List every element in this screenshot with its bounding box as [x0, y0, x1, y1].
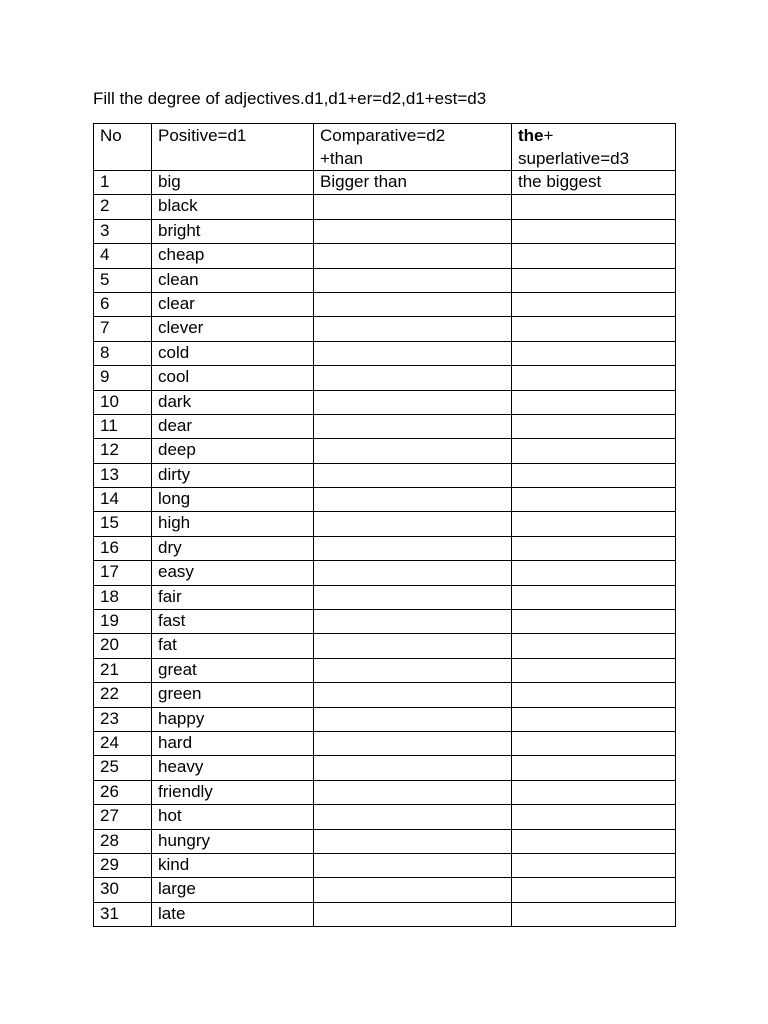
cell-comparative[interactable] — [314, 488, 512, 512]
cell-superlative[interactable] — [512, 219, 676, 243]
cell-comparative[interactable] — [314, 610, 512, 634]
cell-superlative[interactable] — [512, 829, 676, 853]
cell-superlative[interactable] — [512, 585, 676, 609]
cell-comparative[interactable] — [314, 756, 512, 780]
cell-superlative[interactable] — [512, 195, 676, 219]
cell-no: 8 — [94, 341, 152, 365]
cell-positive: hot — [152, 805, 314, 829]
cell-comparative[interactable] — [314, 219, 512, 243]
cell-superlative[interactable] — [512, 878, 676, 902]
cell-comparative[interactable] — [314, 561, 512, 585]
cell-positive: green — [152, 683, 314, 707]
header-superlative-plus: + — [543, 126, 554, 145]
cell-comparative[interactable] — [314, 244, 512, 268]
table-header-row — [94, 124, 676, 171]
table-row — [94, 780, 676, 804]
table-row — [94, 195, 676, 219]
cell-positive: dear — [152, 414, 314, 438]
cell-comparative[interactable] — [314, 634, 512, 658]
cell-positive: great — [152, 658, 314, 682]
cell-positive: large — [152, 878, 314, 902]
cell-comparative[interactable] — [314, 878, 512, 902]
table-row — [94, 658, 676, 682]
table-row — [94, 512, 676, 536]
cell-comparative[interactable] — [314, 902, 512, 926]
cell-positive: kind — [152, 853, 314, 877]
cell-superlative[interactable] — [512, 317, 676, 341]
cell-no: 5 — [94, 268, 152, 292]
cell-superlative[interactable] — [512, 707, 676, 731]
cell-superlative[interactable] — [512, 463, 676, 487]
cell-comparative[interactable] — [314, 658, 512, 682]
table-row — [94, 341, 676, 365]
cell-positive: heavy — [152, 756, 314, 780]
table-row — [94, 585, 676, 609]
cell-no: 11 — [94, 414, 152, 438]
cell-no: 30 — [94, 878, 152, 902]
cell-comparative[interactable] — [314, 439, 512, 463]
cell-superlative[interactable] — [512, 292, 676, 316]
cell-no: 15 — [94, 512, 152, 536]
table-row — [94, 219, 676, 243]
header-comparative — [314, 124, 512, 171]
cell-comparative[interactable] — [314, 683, 512, 707]
cell-positive: big — [152, 171, 314, 195]
cell-positive: black — [152, 195, 314, 219]
header-superlative — [512, 124, 676, 171]
cell-superlative[interactable] — [512, 683, 676, 707]
cell-comparative[interactable] — [314, 853, 512, 877]
cell-superlative[interactable] — [512, 780, 676, 804]
cell-positive: cold — [152, 341, 314, 365]
cell-comparative[interactable] — [314, 268, 512, 292]
cell-positive: bright — [152, 219, 314, 243]
header-comparative-line1: Comparative=d2 — [320, 126, 446, 145]
table-row — [94, 292, 676, 316]
cell-no: 25 — [94, 756, 152, 780]
cell-comparative[interactable] — [314, 317, 512, 341]
cell-positive: cool — [152, 366, 314, 390]
table-row — [94, 683, 676, 707]
cell-superlative[interactable] — [512, 634, 676, 658]
cell-comparative[interactable] — [314, 463, 512, 487]
cell-superlative[interactable] — [512, 658, 676, 682]
table-row — [94, 610, 676, 634]
cell-superlative[interactable] — [512, 488, 676, 512]
cell-no: 22 — [94, 683, 152, 707]
cell-no: 4 — [94, 244, 152, 268]
cell-superlative[interactable] — [512, 512, 676, 536]
cell-no: 26 — [94, 780, 152, 804]
cell-superlative[interactable] — [512, 536, 676, 560]
cell-positive: fast — [152, 610, 314, 634]
cell-positive: fat — [152, 634, 314, 658]
table-row — [94, 731, 676, 755]
cell-no: 10 — [94, 390, 152, 414]
cell-positive: hungry — [152, 829, 314, 853]
table-row — [94, 463, 676, 487]
cell-positive: dirty — [152, 463, 314, 487]
cell-no: 19 — [94, 610, 152, 634]
table-row — [94, 536, 676, 560]
cell-comparative[interactable] — [314, 805, 512, 829]
cell-comparative[interactable] — [314, 292, 512, 316]
cell-positive: clear — [152, 292, 314, 316]
cell-superlative[interactable] — [512, 414, 676, 438]
cell-no: 28 — [94, 829, 152, 853]
cell-positive: fair — [152, 585, 314, 609]
cell-comparative[interactable] — [314, 366, 512, 390]
cell-comparative[interactable] — [314, 829, 512, 853]
cell-superlative[interactable] — [512, 366, 676, 390]
cell-superlative[interactable] — [512, 610, 676, 634]
table-row — [94, 317, 676, 341]
cell-no: 18 — [94, 585, 152, 609]
cell-no: 6 — [94, 292, 152, 316]
table-row — [94, 756, 676, 780]
table-row — [94, 707, 676, 731]
cell-no: 27 — [94, 805, 152, 829]
cell-positive: deep — [152, 439, 314, 463]
cell-superlative[interactable] — [512, 756, 676, 780]
cell-superlative[interactable] — [512, 390, 676, 414]
cell-comparative[interactable] — [314, 536, 512, 560]
cell-positive: happy — [152, 707, 314, 731]
cell-comparative[interactable] — [314, 585, 512, 609]
cell-superlative[interactable] — [512, 244, 676, 268]
table-row — [94, 439, 676, 463]
cell-no: 1 — [94, 171, 152, 195]
page-title: Fill the degree of adjectives.d1,d1+er=d2,d1+est=d3 — [93, 89, 487, 108]
cell-comparative[interactable] — [314, 731, 512, 755]
cell-no: 20 — [94, 634, 152, 658]
header-no: No — [94, 124, 152, 171]
header-comparative-line2: +than — [320, 149, 364, 168]
table-row — [94, 488, 676, 512]
table-row — [94, 366, 676, 390]
cell-comparative[interactable] — [314, 512, 512, 536]
cell-comparative[interactable]: Bigger than — [314, 171, 512, 195]
cell-no: 21 — [94, 658, 152, 682]
cell-positive: hard — [152, 731, 314, 755]
cell-superlative[interactable] — [512, 341, 676, 365]
cell-no: 31 — [94, 902, 152, 926]
cell-positive: high — [152, 512, 314, 536]
cell-no: 29 — [94, 853, 152, 877]
cell-no: 14 — [94, 488, 152, 512]
table-row — [94, 171, 676, 195]
cell-superlative[interactable] — [512, 902, 676, 926]
cell-no: 23 — [94, 707, 152, 731]
cell-comparative[interactable] — [314, 390, 512, 414]
table-row — [94, 805, 676, 829]
table-row — [94, 853, 676, 877]
cell-superlative[interactable] — [512, 439, 676, 463]
table-row — [94, 634, 676, 658]
cell-comparative[interactable] — [314, 780, 512, 804]
table-row — [94, 268, 676, 292]
cell-positive: clean — [152, 268, 314, 292]
cell-superlative[interactable] — [512, 731, 676, 755]
cell-no: 17 — [94, 561, 152, 585]
cell-comparative[interactable] — [314, 414, 512, 438]
cell-no: 2 — [94, 195, 152, 219]
cell-superlative[interactable] — [512, 561, 676, 585]
table-row — [94, 414, 676, 438]
table-row — [94, 561, 676, 585]
cell-superlative[interactable]: the biggest — [512, 171, 676, 195]
cell-no: 24 — [94, 731, 152, 755]
cell-positive: late — [152, 902, 314, 926]
cell-positive: dry — [152, 536, 314, 560]
cell-comparative[interactable] — [314, 341, 512, 365]
adjectives-table — [93, 123, 676, 927]
cell-superlative[interactable] — [512, 805, 676, 829]
header-superlative-line2: superlative=d3 — [518, 149, 630, 168]
cell-no: 3 — [94, 219, 152, 243]
cell-no: 7 — [94, 317, 152, 341]
cell-positive: dark — [152, 390, 314, 414]
table-row — [94, 902, 676, 926]
table-row — [94, 244, 676, 268]
cell-positive: friendly — [152, 780, 314, 804]
cell-no: 9 — [94, 366, 152, 390]
cell-superlative[interactable] — [512, 853, 676, 877]
cell-no: 12 — [94, 439, 152, 463]
header-positive: Positive=d1 — [152, 124, 314, 171]
cell-comparative[interactable] — [314, 195, 512, 219]
table-row — [94, 829, 676, 853]
cell-superlative[interactable] — [512, 268, 676, 292]
table-row — [94, 878, 676, 902]
cell-positive: clever — [152, 317, 314, 341]
table-body — [94, 171, 676, 927]
cell-comparative[interactable] — [314, 707, 512, 731]
cell-positive: cheap — [152, 244, 314, 268]
cell-no: 16 — [94, 536, 152, 560]
cell-positive: easy — [152, 561, 314, 585]
header-superlative-the: the — [518, 126, 544, 145]
cell-positive: long — [152, 488, 314, 512]
cell-no: 13 — [94, 463, 152, 487]
table-row — [94, 390, 676, 414]
